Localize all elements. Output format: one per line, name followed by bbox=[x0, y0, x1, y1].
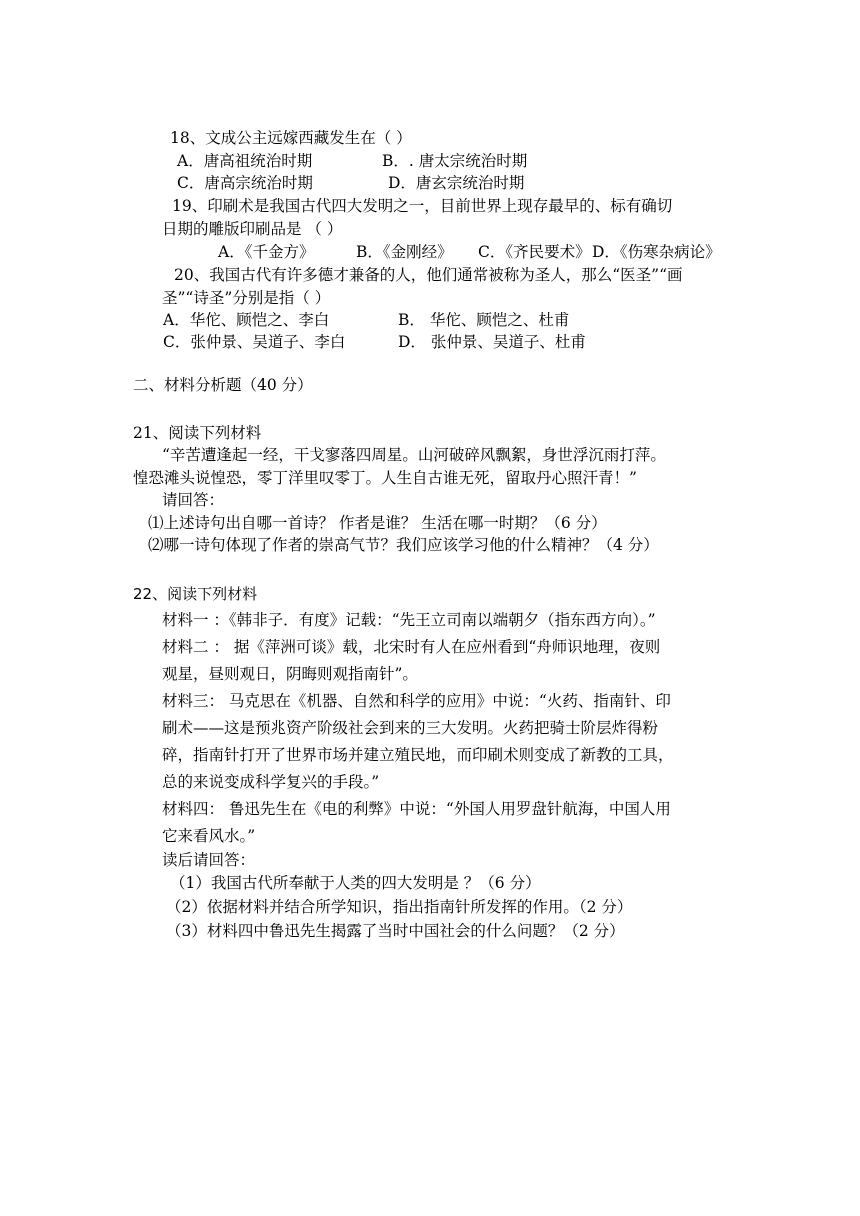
q20-option-c: C．张仲景、吴道子、李白 bbox=[163, 333, 346, 351]
q22-material-3-line4: 总的来说变成科学复兴的手段。” bbox=[162, 773, 380, 791]
q19-option-b: B．《金刚经》 bbox=[356, 243, 453, 261]
q19-stem-line2: 日期的雕版印刷品是 （ ） bbox=[162, 220, 343, 238]
q22-subquestion-2: （2）依据材料并结合所学知识，指出指南针所发挥的作用。（2 分） bbox=[166, 898, 633, 916]
q21-poem-line2: 惶恐滩头说惶恐，零丁洋里叹零丁。人生自古谁无死，留取丹心照汗青！” bbox=[133, 469, 637, 487]
q19-option-c: C．《齐民要术》 bbox=[478, 243, 591, 261]
q22-material-2-line1: 材料二 ： 据《萍洲可谈》载，北宋时有人在应州看到“舟师识地理，夜则 bbox=[162, 638, 661, 656]
q22-material-3-line3: 碎，指南针打开了世界市场并建立殖民地，而印刷术则变成了新教的工具， bbox=[162, 746, 674, 764]
q18-option-b: B．. 唐太宗统治时期 bbox=[382, 152, 528, 170]
q22-material-3-line1: 材料三： 马克思在《机器、自然和科学的应用》中说：“火药、指南针、印 bbox=[162, 692, 671, 710]
q19-stem-line1: 19、印刷术是我国古代四大发明之一，目前世界上现存最早的、标有确切 bbox=[172, 197, 673, 215]
q19-option-d: D．《伤寒杂病论》 bbox=[592, 243, 721, 261]
q20-option-a: A．华佗、顾恺之、李白 bbox=[163, 311, 330, 329]
q20-stem-line1: 20、我国古代有许多德才兼备的人，他们通常被称为圣人，那么“医圣”“画 bbox=[174, 266, 683, 284]
q20-option-d: D． 张仲景、吴道子、杜甫 bbox=[398, 333, 586, 351]
q22-material-1: 材料一 ：《韩非子．有度》记载：“先王立司南以端朝夕（指东西方向）。” bbox=[162, 611, 656, 629]
q22-prompt: 读后请回答： bbox=[162, 851, 256, 869]
q22-title: 22、阅读下列材料 bbox=[133, 585, 258, 603]
q19-option-a: A．《千金方》 bbox=[218, 243, 315, 261]
q21-subquestion-1: ⑴上述诗句出自哪一首诗？ 作者是谁？ 生活在哪一时期？（6 分） bbox=[148, 514, 607, 532]
q22-material-3-line2: 刷术——这是预兆资产阶级社会到来的三大发明。火药把骑士阶层炸得粉 bbox=[162, 719, 659, 737]
q22-subquestion-3: （3）材料四中鲁迅先生揭露了当时中国社会的什么问题？（2 分） bbox=[166, 922, 625, 940]
q18-option-a: A．唐高祖统治时期 bbox=[177, 152, 313, 170]
q21-subquestion-2: ⑵哪一诗句体现了作者的崇高气节？我们应该学习他的什么精神？（4 分） bbox=[148, 536, 659, 554]
q22-subquestion-1: （1）我国古代所奉献于人类的四大发明是 ？（6 分） bbox=[170, 874, 541, 892]
q22-material-2-line2: 观星，昼则观日，阴晦则观指南针”。 bbox=[162, 665, 418, 683]
q22-material-4-line2: 它来看风水。” bbox=[162, 827, 256, 845]
q21-poem-line1: “辛苦遭逢起一经，干戈寥落四周星。山河破碎风飘絮，身世浮沉雨打萍。 bbox=[162, 446, 666, 464]
q21-title: 21、阅读下列材料 bbox=[133, 424, 262, 442]
q18-stem: 18、文成公主远嫁西藏发生在（ ） bbox=[170, 129, 412, 147]
q18-option-c: C．唐高宗统治时期 bbox=[177, 174, 313, 192]
q20-option-b: B． 华佗、顾恺之、杜甫 bbox=[398, 311, 570, 329]
q21-prompt: 请回答： bbox=[162, 491, 225, 509]
q20-stem-line2: 圣”“诗圣”分别是指（ ） bbox=[162, 289, 331, 307]
section-heading: 二、材料分析题（40 分） bbox=[133, 376, 313, 394]
q18-option-d: D．唐玄宗统治时期 bbox=[388, 174, 525, 192]
q22-material-4-line1: 材料四： 鲁迅先生在《电的利弊》中说：“外国人用罗盘针航海，中国人用 bbox=[162, 800, 671, 818]
